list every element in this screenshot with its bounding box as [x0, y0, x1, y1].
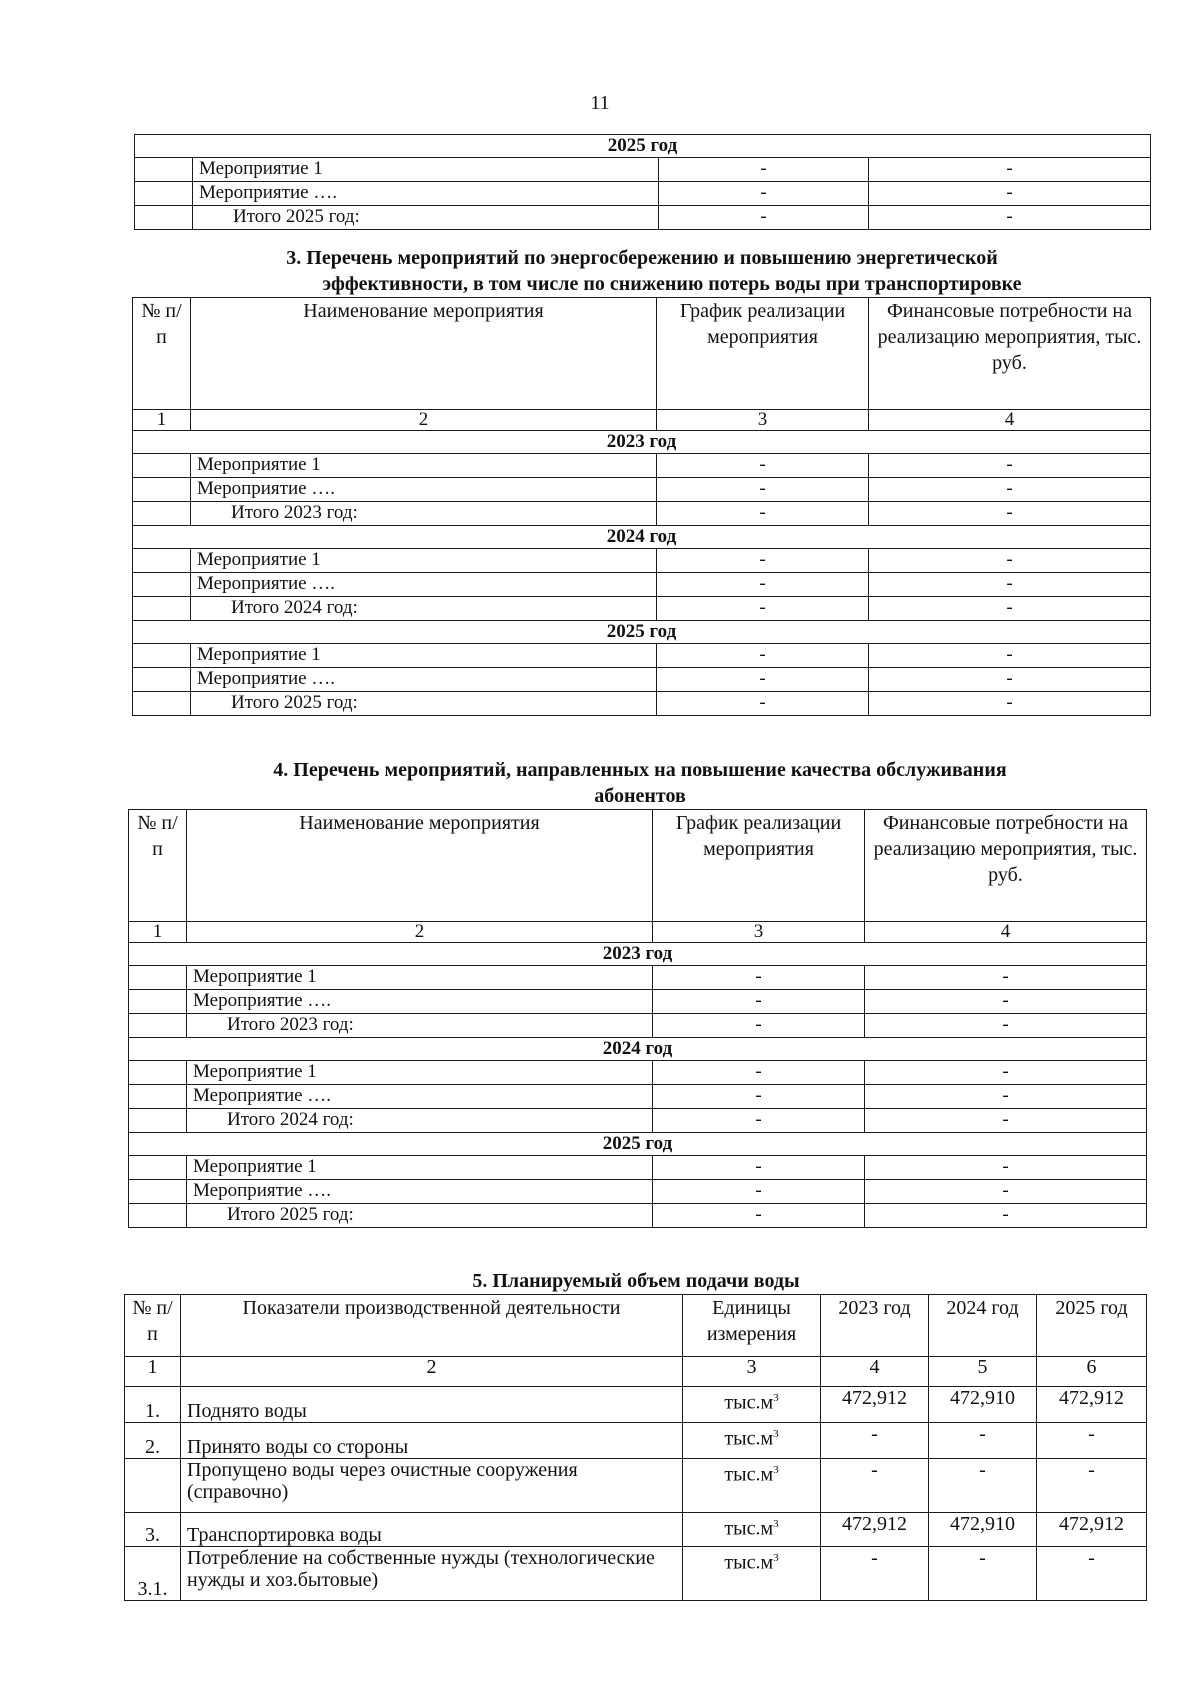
schedule-cell: - — [659, 158, 869, 182]
value-2023: - — [821, 1459, 929, 1513]
finance-cell: - — [865, 1109, 1147, 1133]
column-number: 1 — [133, 410, 191, 431]
unit-exponent: 3 — [773, 1464, 779, 1476]
event-name: Мероприятие …. — [187, 1180, 653, 1204]
value-2025: - — [1037, 1459, 1147, 1513]
finance-cell: - — [869, 502, 1151, 526]
value-2023: - — [821, 1547, 929, 1601]
unit-text: тыс.м — [724, 1391, 774, 1414]
value-2025: 472,912 — [1037, 1513, 1147, 1547]
value-2023: 472,912 — [821, 1387, 929, 1423]
section-3-title-line1: 3. Перечень мероприятий по энергосбережению и повышению энергетической — [286, 247, 998, 269]
finance-cell: - — [865, 966, 1147, 990]
header-finance: Финансовые потребности на реализацию мероприятия, тыс. руб. — [869, 298, 1151, 410]
value-2024: 472,910 — [929, 1387, 1037, 1423]
value-2025: 472,912 — [1037, 1387, 1147, 1423]
header-2024: 2024 год — [929, 1295, 1037, 1357]
schedule-cell: - — [657, 644, 869, 668]
finance-cell: - — [865, 1014, 1147, 1038]
event-name: Мероприятие 1 — [191, 549, 657, 573]
event-name: Мероприятие …. — [191, 668, 657, 692]
unit-exponent: 3 — [773, 1392, 779, 1404]
column-number: 4 — [869, 410, 1151, 431]
section-3-table — [132, 297, 1151, 716]
schedule-cell: - — [659, 206, 869, 230]
event-name: Мероприятие …. — [193, 182, 659, 206]
finance-cell: - — [865, 990, 1147, 1014]
finance-cell: - — [869, 644, 1151, 668]
section-3-title-line2: эффективности, в том числе по снижению потерь воды при транспортировке — [322, 273, 1022, 295]
column-number: 1 — [129, 922, 187, 943]
event-name: Мероприятие 1 — [187, 1156, 653, 1180]
finance-cell: - — [865, 1085, 1147, 1109]
column-number: 6 — [1037, 1357, 1147, 1387]
schedule-cell: - — [653, 990, 865, 1014]
unit-cell — [683, 1513, 821, 1547]
schedule-cell: - — [657, 692, 869, 716]
finance-cell: - — [869, 478, 1151, 502]
schedule-cell: - — [653, 1061, 865, 1085]
unit-exponent: 3 — [773, 1552, 779, 1564]
row-number: 3. — [125, 1513, 181, 1547]
row-number — [125, 1459, 181, 1513]
schedule-cell: - — [657, 549, 869, 573]
column-number: 1 — [125, 1357, 181, 1387]
finance-cell: - — [869, 573, 1151, 597]
column-number: 4 — [865, 922, 1147, 943]
section-5-table — [124, 1294, 1147, 1601]
schedule-cell: - — [653, 1204, 865, 1228]
indicator-name: Потребление на собственные нужды (технологические нужды и хоз.бытовые) — [181, 1547, 683, 1601]
header-schedule: График реализации мероприятия — [657, 298, 869, 410]
value-2023: - — [821, 1423, 929, 1459]
indicator-name: Принято воды со стороны — [181, 1423, 683, 1459]
section-4-title — [130, 757, 1150, 809]
finance-cell: - — [869, 206, 1151, 230]
unit-text: тыс.м — [724, 1517, 774, 1540]
event-name: Мероприятие …. — [191, 573, 657, 597]
schedule-cell: - — [657, 668, 869, 692]
column-number: 3 — [653, 922, 865, 943]
event-name: Мероприятие 1 — [187, 1061, 653, 1085]
continuation-table — [134, 134, 1151, 230]
row-number: 2. — [125, 1423, 181, 1459]
finance-cell: - — [869, 668, 1151, 692]
event-name: Мероприятие 1 — [191, 454, 657, 478]
schedule-cell: - — [653, 966, 865, 990]
unit-cell — [683, 1423, 821, 1459]
unit-text: тыс.м — [724, 1427, 774, 1450]
schedule-cell: - — [653, 1156, 865, 1180]
row-number: 3.1. — [125, 1547, 181, 1601]
total-label: Итого 2024 год: — [187, 1109, 653, 1133]
finance-cell: - — [865, 1180, 1147, 1204]
finance-cell: - — [865, 1204, 1147, 1228]
section-4-title-line2: абонентов — [594, 785, 686, 807]
schedule-cell: - — [657, 502, 869, 526]
indicator-name: Транспортировка воды — [181, 1513, 683, 1547]
year-row: 2025 год — [133, 621, 1151, 644]
header-unit: Единицы измерения — [683, 1295, 821, 1357]
year-row: 2023 год — [133, 431, 1151, 454]
unit-cell — [683, 1547, 821, 1601]
unit-text: тыс.м — [724, 1463, 774, 1486]
header-indicator: Показатели производственной деятельности — [181, 1295, 683, 1357]
year-row: 2025 год — [129, 1133, 1147, 1156]
value-2025: - — [1037, 1423, 1147, 1459]
total-label: Итого 2025 год: — [187, 1204, 653, 1228]
total-label: Итого 2024 год: — [191, 597, 657, 621]
year-row: 2024 год — [129, 1038, 1147, 1061]
column-number: 2 — [187, 922, 653, 943]
header-number: № п/п — [125, 1295, 181, 1357]
schedule-cell: - — [657, 478, 869, 502]
total-label: Итого 2025 год: — [193, 206, 659, 230]
header-number: № п/п — [129, 810, 187, 922]
unit-cell — [683, 1387, 821, 1423]
event-name: Мероприятие 1 — [193, 158, 659, 182]
page-number: 11 — [590, 92, 610, 114]
column-number: 2 — [181, 1357, 683, 1387]
finance-cell: - — [865, 1156, 1147, 1180]
column-number: 3 — [683, 1357, 821, 1387]
event-name: Мероприятие …. — [187, 1085, 653, 1109]
value-2024: - — [929, 1459, 1037, 1513]
finance-cell: - — [869, 454, 1151, 478]
schedule-cell: - — [653, 1109, 865, 1133]
year-row: 2023 год — [129, 943, 1147, 966]
unit-exponent: 3 — [773, 1428, 779, 1440]
total-label: Итого 2023 год: — [191, 502, 657, 526]
event-name: Мероприятие …. — [191, 478, 657, 502]
unit-cell — [683, 1459, 821, 1513]
schedule-cell: - — [653, 1014, 865, 1038]
value-2024: - — [929, 1547, 1037, 1601]
finance-cell: - — [869, 597, 1151, 621]
section-4-title-line1: 4. Перечень мероприятий, направленных на повышение качества обслуживания — [273, 759, 1007, 781]
unit-text: тыс.м — [724, 1551, 774, 1574]
indicator-name: Поднято воды — [181, 1387, 683, 1423]
header-name: Наименование мероприятия — [191, 298, 657, 410]
finance-cell: - — [869, 549, 1151, 573]
value-2025: - — [1037, 1547, 1147, 1601]
value-2023: 472,912 — [821, 1513, 929, 1547]
header-schedule: График реализации мероприятия — [653, 810, 865, 922]
schedule-cell: - — [657, 597, 869, 621]
year-row: 2024 год — [133, 526, 1151, 549]
year-row: 2025 год — [135, 135, 1151, 158]
section-4-table — [128, 809, 1147, 1228]
event-name: Мероприятие …. — [187, 990, 653, 1014]
schedule-cell: - — [657, 454, 869, 478]
total-label: Итого 2023 год: — [187, 1014, 653, 1038]
finance-cell: - — [865, 1061, 1147, 1085]
column-number: 4 — [821, 1357, 929, 1387]
finance-cell: - — [869, 158, 1151, 182]
schedule-cell: - — [653, 1085, 865, 1109]
event-name: Мероприятие 1 — [187, 966, 653, 990]
value-2024: - — [929, 1423, 1037, 1459]
header-2025: 2025 год — [1037, 1295, 1147, 1357]
header-2023: 2023 год — [821, 1295, 929, 1357]
header-number: № п/п — [133, 298, 191, 410]
indicator-name: Пропущено воды через очистные сооружения (справочно) — [181, 1459, 683, 1513]
row-number: 1. — [125, 1387, 181, 1423]
event-name: Мероприятие 1 — [191, 644, 657, 668]
section-5-title: 5. Планируемый объем подачи воды — [472, 1270, 800, 1292]
schedule-cell: - — [659, 182, 869, 206]
column-number: 2 — [191, 410, 657, 431]
header-name: Наименование мероприятия — [187, 810, 653, 922]
finance-cell: - — [869, 692, 1151, 716]
schedule-cell: - — [653, 1180, 865, 1204]
total-label: Итого 2025 год: — [191, 692, 657, 716]
unit-exponent: 3 — [773, 1518, 779, 1530]
header-finance: Финансовые потребности на реализацию мероприятия, тыс. руб. — [865, 810, 1147, 922]
section-3-title — [134, 245, 1150, 297]
schedule-cell: - — [657, 573, 869, 597]
finance-cell: - — [869, 182, 1151, 206]
value-2024: 472,910 — [929, 1513, 1037, 1547]
column-number: 3 — [657, 410, 869, 431]
column-number: 5 — [929, 1357, 1037, 1387]
